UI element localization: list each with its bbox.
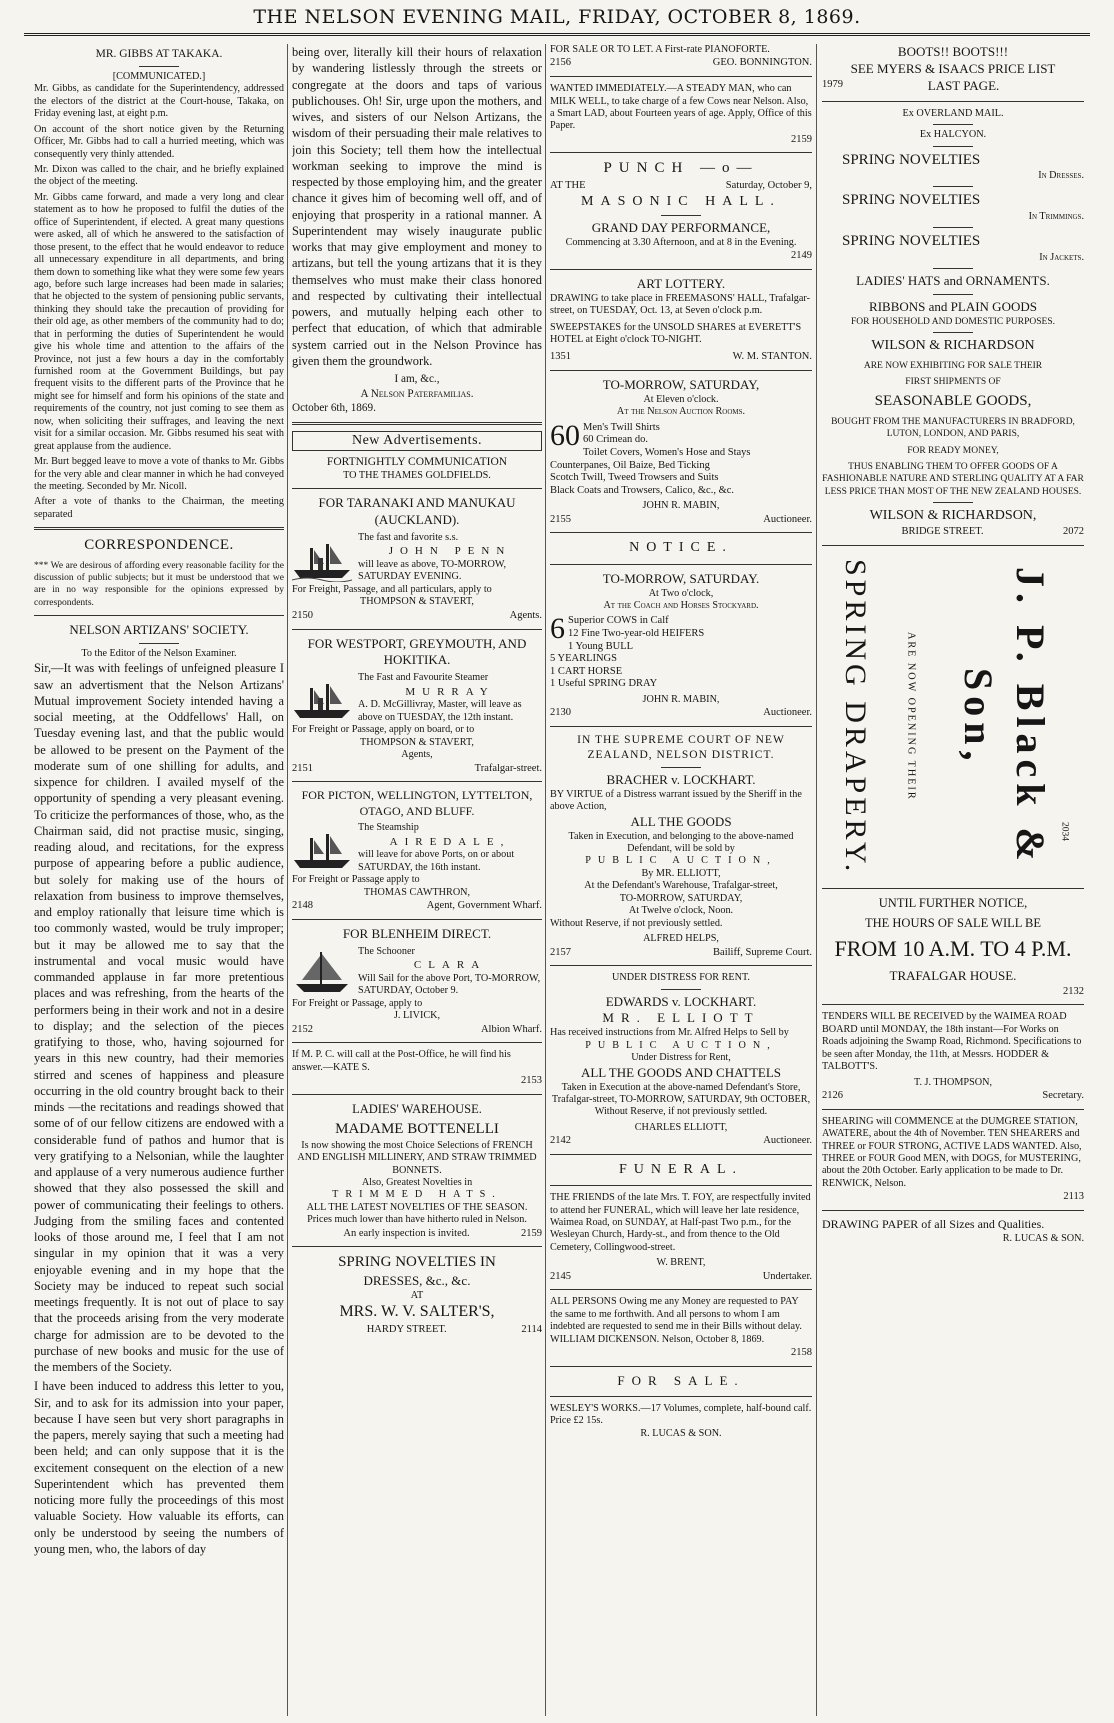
ad-title: TRAFALGAR HOUSE. xyxy=(889,967,1017,983)
ad-title: SPRING NOVELTIES IN xyxy=(338,1254,496,1271)
ad-title: J. P. Black & Son, xyxy=(956,566,1053,867)
ad-title: MR. ELLIOTT xyxy=(602,1010,760,1026)
ad-text: For Freight or Passage, apply to xyxy=(292,997,423,1009)
ad-text: The fast and favorite s.s. xyxy=(358,532,459,544)
divider xyxy=(933,268,973,269)
ad-number: 2153 xyxy=(521,1075,542,1087)
case-title: EDWARDS v. LOCKHART. xyxy=(605,993,757,1009)
divider xyxy=(292,488,542,489)
ad-number: 1979 xyxy=(822,78,843,90)
divider xyxy=(34,527,284,530)
ad-text: DRAWING to take place in FREEMASONS' HALL, Trafalgar-street, on TUESDAY, Oct. 13, at Seven o'clock p.m. xyxy=(550,292,810,317)
ad-number: 2072 xyxy=(1063,526,1084,538)
divider xyxy=(933,227,973,228)
ad-title: MRS. W. V. SALTER'S, xyxy=(339,1303,495,1321)
ad-title: WILSON & RICHARDSON xyxy=(871,338,1035,354)
ad-text: ALL PERSONS Owing me any Money are requested to PAY the same to me forthwith. And all persons to whom I am indebted are requested to send me in their Bills without delay. WILLIAM DICKENSON. Nelson, October 8, 1869. xyxy=(550,1296,802,1345)
ad-title: SPRING DRAPERY. xyxy=(839,558,872,875)
paragraph: After a vote of thanks to the Chairman, the meeting separated xyxy=(34,496,284,520)
ad-text: THE FRIENDS of the late Mrs. T. FOY, are respectfully invited to attend her FUNERAL, which will leave her late residence, Waimea Road, on SUNDAY, at Half-past Two p.m., for the Wesleyan Church, Hardy-st., and from thence to the Old Cemetery, Collingwood-street. xyxy=(550,1192,811,1253)
masthead: THE NELSON EVENING MAIL, FRIDAY, OCTOBER 8, 1869. xyxy=(24,6,1090,36)
ship-name: CLARA xyxy=(413,959,487,972)
divider xyxy=(550,532,812,533)
lot-item: 12 Fine Two-year-old HEIFERS xyxy=(568,628,705,639)
lot-item: 1 Useful SPRING DRAY xyxy=(550,678,658,690)
divider xyxy=(139,643,179,644)
divider xyxy=(550,1366,812,1367)
steamship-icon xyxy=(292,674,352,722)
ad-text: PUBLIC AUCTION, xyxy=(585,855,777,867)
lot-item: 1 CART HORSE xyxy=(550,665,623,677)
lot-item: Men's Twill Shirts xyxy=(583,421,660,433)
ad-text: THE HOURS OF SALE WILL BE xyxy=(864,916,1042,930)
byline: [COMMUNICATED.] xyxy=(112,70,206,82)
ad-text: Will Sail for the above Port, TO-MORROW, SATURDAY, October 9. xyxy=(358,972,541,997)
ad-text: In Trimmings. xyxy=(1028,210,1084,222)
ad-number: 1351 xyxy=(550,351,571,363)
lot-item: 60 Crimean do. xyxy=(583,434,649,446)
divider xyxy=(933,186,973,187)
ad-text: An early inspection is invited. xyxy=(343,1227,470,1239)
column-3 xyxy=(550,44,812,1720)
ad-text: will leave as above, TO-MORROW, SATURDAY EVENING. xyxy=(358,558,507,583)
ad-title: UNDER DISTRESS FOR RENT. xyxy=(612,972,750,984)
ad-text: BY VIRTUE of a Distress warrant issued by the Sheriff in the above Action, xyxy=(550,788,802,813)
ad-number: 2142 xyxy=(550,1135,571,1147)
paragraph: Mr. Gibbs, as candidate for the Superintendency, addressed the electors of the district at the Court-house, Takaka, on Friday evening last, at eight p.m. xyxy=(34,83,284,120)
ad-title: BOOTS!! BOOTS!!! xyxy=(897,44,1009,59)
ship-name: MURRAY xyxy=(405,685,495,698)
divider xyxy=(822,1210,1084,1211)
divider xyxy=(822,1004,1084,1005)
divider xyxy=(933,332,973,333)
ad-title: GRAND DAY PERFORMANCE, xyxy=(591,219,771,235)
ad-text: will leave for above Ports, on or about SATURDAY, the 16th instant. xyxy=(358,849,515,873)
ad-heading: TO THE THAMES GOLDFIELDS. xyxy=(343,469,491,481)
ad-number: 2155 xyxy=(550,513,571,525)
ad-text: At the Defendant's Warehouse, Trafalgar-street, xyxy=(584,880,778,892)
ship-name: JOHN PENN xyxy=(388,545,512,558)
ad-number: 2149 xyxy=(791,250,812,262)
ad-number: 2113 xyxy=(1063,1191,1084,1203)
ad-text: At Eleven o'clock. xyxy=(643,393,719,405)
lot-item: Superior COWS in Calf xyxy=(568,615,669,627)
divider xyxy=(550,152,812,153)
ad-number: 2152 xyxy=(292,1023,313,1035)
ad-text: The Steamship xyxy=(358,822,419,834)
agent-name: THOMPSON & STAVERT, xyxy=(360,736,474,748)
divider xyxy=(292,629,542,630)
ad-title: FOR SALE. xyxy=(617,1372,745,1388)
ad-text: ARE NOW OPENING THEIR xyxy=(905,632,917,802)
column-rule xyxy=(816,44,817,1716)
auctioneer-role: Auctioneer. xyxy=(763,1135,812,1147)
divider xyxy=(550,564,812,565)
divider xyxy=(292,1094,542,1095)
auctioneer-name: CHARLES ELLIOTT, xyxy=(634,1121,728,1133)
paragraph: I have been induced to address this letter to you, Sir, and to ask for its admission into your paper, because I have seen but very short paragraphs in the papers, merely saying that such a meeting had been held; and can only suppose that it is the excitement consequent on the election of a new Superintendent which has prevented them noticing more fully the proceedings of this most valuable Society. How valuable its efforts, can only be understood by seeing the numbers of young men, who, the labors of day xyxy=(34,1379,284,1556)
ad-title: IN THE SUPREME COURT OF NEW ZEALAND, NELSON DISTRICT. xyxy=(577,734,785,761)
notice-text: If M. P. C. will call at the Post-Office, he will find his answer.—KATE S. xyxy=(292,1049,511,1073)
ad-number: 2132 xyxy=(1063,985,1084,997)
section-heading: CORRESPONDENCE. xyxy=(84,537,234,554)
ad-address: BRIDGE STREET. xyxy=(901,526,984,538)
divider xyxy=(933,294,973,295)
section-heading: New Advertisements. xyxy=(292,431,542,451)
ad-text: FOR READY MONEY, xyxy=(907,445,999,456)
ad-text: PUBLIC AUCTION, xyxy=(585,1039,777,1051)
ad-text: WANTED IMMEDIATELY.—A STEADY MAN, who can MILK WELL, to take charge of a few Cows near Nelson. Also, a Smart LAD, about Fourteen years of age. Apply, Office of this Paper. xyxy=(550,83,812,132)
steamship-icon xyxy=(292,824,352,872)
divider xyxy=(550,1185,812,1186)
ad-address: HARDY STREET. xyxy=(366,1323,447,1335)
ad-text: Without Reserve, if not previously settled. xyxy=(550,917,723,929)
ad-text: Taken in Execution at the above-named Defendant's Store, Trafalgar-street, TO-MORROW, SATURDAY, 9th OCTOBER, Without Reserve, if not previously settled. xyxy=(551,1081,811,1118)
ad-text: AT THE xyxy=(550,179,586,191)
ad-text: ARE NOW EXHIBITING FOR SALE THEIR xyxy=(863,360,1043,371)
ad-number: 2130 xyxy=(550,707,571,719)
ad-title: FROM 10 A.M. TO 4 P.M. xyxy=(834,936,1072,962)
divider xyxy=(933,502,973,503)
divider xyxy=(550,1154,812,1155)
ad-text: FIRST SHIPMENTS OF xyxy=(905,377,1001,388)
ad-text: FOR HOUSEHOLD AND DOMESTIC PURPOSES. xyxy=(850,317,1056,328)
ad-text: BOUGHT FROM THE MANUFACTURERS IN BRADFORD, LUTON, LONDON, AND PARIS, xyxy=(831,416,1075,440)
lot-item: Counterpanes, Oil Baize, Bed Ticking xyxy=(550,459,710,471)
ad-text: SWEEPSTAKES for the UNSOLD SHARES at EVERETT'S HOTEL at Eight o'clock TO-NIGHT. xyxy=(550,321,802,345)
ad-title: LADIES' HATS and ORNAMENTS. xyxy=(856,273,1050,289)
undertaker-role: Undertaker. xyxy=(762,1270,812,1282)
divider xyxy=(292,1042,542,1043)
divider xyxy=(550,76,812,77)
ad-text: At the Nelson Auction Rooms. xyxy=(616,406,746,418)
secretary-role: Secretary. xyxy=(1042,1090,1084,1101)
divider xyxy=(292,1246,542,1247)
agent-name: THOMAS CAWTHRON, xyxy=(363,886,471,898)
ad-text: Also, Greatest Novelties in xyxy=(361,1176,473,1188)
ad-text: In Jackets. xyxy=(1039,251,1084,263)
auctioneer-name: JOHN R. MABIN, xyxy=(642,693,720,705)
lot-item: Scotch Twill, Tweed Trowsers and Suits xyxy=(550,472,719,484)
divider xyxy=(550,1396,812,1397)
ad-title: MASONIC HALL. xyxy=(581,193,781,209)
lot-item: 5 YEARLINGS xyxy=(550,653,617,665)
bailiff-role: Bailiff, Supreme Court. xyxy=(713,946,812,958)
undertaker-name: W. BRENT, xyxy=(656,1257,706,1269)
column-rule xyxy=(545,44,546,1716)
article-heading: NELSON ARTIZANS' SOCIETY. xyxy=(69,622,249,638)
divider xyxy=(822,888,1084,889)
letter-date: October 6th, 1869. xyxy=(292,402,376,415)
ad-text: Commencing at 3.30 Afternoon, and at 8 in the Evening. xyxy=(565,236,797,248)
ad-text: Has received instructions from Mr. Alfred Helps to Sell by xyxy=(550,1027,789,1039)
divider xyxy=(34,615,284,616)
ad-text: Ex HALCYON. xyxy=(919,129,987,141)
divider xyxy=(550,965,812,966)
divider xyxy=(550,1289,812,1290)
case-title: BRACHER v. LOCKHART. xyxy=(606,771,756,787)
paragraph: Mr. Gibbs came forward, and made a very long and clear statement as to how he proposed to fulfil the duties of the office of Superintendent, if elected. A great many questions were asked, all of which he answered to the satisfaction of those present, to the effect that he would endeavor to reduce all unnecessary expenditure in all departments, and bring them down to something like what they were some few years ago, before such large increases had been made in salaries; that he objected to the system of pensioning public servants, thinking they should take the precaution of providing for their old age, as other members of the community had to do; that in performing the duties of Superintendent he would give his whole time and attention to the affairs of the Province, not just a few hours a day in the comfortably furnished room at the Government Buildings, but pay frequent visits to the different parts of the Province that he might see for himself and form his opinions of the state and requirements of the country, not just coming to see them as now, when soliciting their suffrages, and leaving the next visit for a similar occasion. Mr. Gibbs resumed his seat with great applause from the audience. xyxy=(34,191,284,452)
ad-number: 2156 xyxy=(550,57,571,69)
ad-text: In Dresses. xyxy=(1038,170,1084,182)
ad-heading: FOR TARANAKI AND MANUKAU (AUCKLAND). xyxy=(318,495,516,528)
ad-number: 2157 xyxy=(550,946,571,958)
editor-note: *** We are desirous of affording every reasonable facility for the discussion of public subjects; but it must be understood that we are in no way responsible for the opinions expressed by correspondents. xyxy=(34,560,284,608)
ad-text: For Freight, Passage, and all particulars, apply to xyxy=(292,584,492,596)
ad-heading: LADIES' WAREHOUSE. xyxy=(352,1101,482,1116)
agent-address: Trafalgar-street. xyxy=(474,762,542,774)
ad-number: 2151 xyxy=(292,762,313,774)
paragraph: being over, literally kill their hours of relaxation by wandering listlessly through the streets or congregate at the doors and taps of various publichouses. Oh! Sir, urge upon the mothers, and wives, and sisters of our Nelson Artizans, the wisdom of their persuading their male relatives to join this Society; tell them how the intellectual workman seeking to improve the mind is respected by those employing him, and the greater chance it gives him of becoming well off, and of enjoying that prosperity in a rational manner. A Superintendent may wisely inaugurate public works that may give employment and money to artizans, but tell the young artizans that it is they themselves who must make their class honored and respected by cultivating their intellectual powers, and mutually helping each other to perfect that education, of which that admirable system carried out in the Nelson Province has given them the groundwork. xyxy=(292,45,542,368)
signature: I am, &c., xyxy=(394,373,440,385)
ad-heading: FOR WESTPORT, GREYMOUTH, AND HOKITIKA. xyxy=(307,635,527,668)
divider xyxy=(822,1109,1084,1110)
advertiser-name: R. LUCAS & SON. xyxy=(1002,1232,1084,1244)
ad-text: THUS ENABLING THEM TO OFFER GOODS OF A FASHIONABLE NATURE AND STERLING QUALITY AT A FAR LESS PRICE THAN MOST OF THE NEW ZEALAND HOUSES. xyxy=(822,461,1084,497)
ad-number: 2145 xyxy=(550,1270,571,1282)
steamship-icon xyxy=(292,534,352,582)
ad-heading: FOR BLENHEIM DIRECT. xyxy=(342,925,492,941)
column-4 xyxy=(822,44,1084,1720)
ad-text: WESLEY'S WORKS.—17 Volumes, complete, half-bound calf. Price £2 15s. xyxy=(550,1402,812,1427)
auctioneer-role: Auctioneer. xyxy=(763,707,812,719)
ad-text: Prices much lower than have hitherto ruled in Nelson. xyxy=(307,1214,527,1226)
divider xyxy=(933,124,973,125)
ad-text: For Freight or Passage apply to xyxy=(292,874,420,886)
agent-role: Agents, xyxy=(401,749,433,761)
ad-title: ALL THE GOODS xyxy=(630,813,732,829)
advertiser-name: GEO. BONNINGTON. xyxy=(712,57,812,69)
auctioneer-role: Auctioneer. xyxy=(763,513,812,525)
divider xyxy=(292,422,542,425)
sailing-ship-icon xyxy=(292,948,352,996)
ad-number: 2114 xyxy=(521,1323,542,1335)
paragraph: Mr. Burt begged leave to move a vote of thanks to Mr. Gibbs for the very able and clear manner in which he had conveyed the meeting. Seconded by Mr. Nicoll. xyxy=(34,456,284,492)
lot-count: 6 xyxy=(550,615,565,646)
divider xyxy=(822,545,1084,546)
ad-text: By MR. ELLIOTT, xyxy=(641,867,721,879)
article-heading: MR. GIBBS AT TAKAKA. xyxy=(95,48,223,60)
advertiser-name: W. M. STANTON. xyxy=(732,351,812,363)
ad-text: Ex OVERLAND MAIL. xyxy=(902,107,1004,119)
ad-text: At Twelve o'clock, Noon. xyxy=(628,905,734,917)
divider xyxy=(661,215,701,216)
secretary-name: T. J. THOMPSON, xyxy=(913,1076,993,1088)
ad-text: ALL THE LATEST NOVELTIES OF THE SEASON. xyxy=(306,1201,528,1213)
ad-title: SEASONABLE GOODS, xyxy=(874,393,1032,410)
ad-heading: FORTNIGHTLY COMMUNICATION xyxy=(326,455,508,468)
ad-text: At the Coach and Horses Stockyard. xyxy=(603,599,759,611)
ad-number: 2159 xyxy=(791,133,812,145)
ad-text: Under Distress for Rent, xyxy=(631,1052,731,1064)
agent-address: Agent, Government Wharf. xyxy=(426,900,542,912)
agent-address: Albion Wharf. xyxy=(480,1023,542,1035)
lot-count: 60 xyxy=(550,421,580,452)
vertical-drapery-ad xyxy=(822,552,1084,882)
ad-title: TO-MORROW, SATURDAY. xyxy=(602,570,760,586)
divider xyxy=(292,781,542,782)
lot-item: Black Coats and Trowsers, Calico, &c., &c. xyxy=(550,484,735,496)
ad-text: A. D. McGillivray, Master, will leave as above on TUESDAY, the 12th instant. xyxy=(358,699,522,723)
ad-title: MADAME BOTTENELLI xyxy=(335,1121,499,1138)
ad-text: UNTIL FURTHER NOTICE, xyxy=(878,895,1028,910)
divider xyxy=(661,989,701,990)
ad-number: 2150 xyxy=(292,609,313,621)
paragraph: Sir,—It was with feelings of unfeigned pleasure I saw an advertisment that the Nelson Artizans' Mutual improvement Society intended having a social meeting, at the Oddfellows' Hall, on Tuesday evening last, and that the public would be allowed to be present on the Payment of the moderate sum of one shilling for adults, and sixpence for children. I availed myself of the opportunity of spending a very pleasant evening. To criticize the performances of those, who, as the Chairman said, did not practise music, singing, reading aloud, and recitations, for the express purpose of appearing before a public audience, but solely for making use of the hours of relaxation from business to improve themselves, and employ rationally that leisure time which is too commonly wasted, would be truly improper; but it may be allowed me to say that the instrumental and vocal music would have commanded applause in far more pretentious places and was refreshing, from the hearts of the performers being in their work and not in a desire to display; and the selection of the pieces gratifying to those, who, having sojourned for years in this new country, had their memories stirred and scenes of happiness and pleasure occurring in the old country brought back to their minds —the recitations and readings showed that some of of our fellow citizens are endowed with a considerable fund of pathos and humor that is very gratifying to a Nelsonian, while the laughter and applause of a very numerous audience further showed that they also possessed the skill and power of communicating their feelings to others. Judging from the smiling faces and contented looks of those around me, I feel that I am not singular in my opinion that it was a very enjoyable evening and in my hope that the Society may be induced to repeat such social meetings frequently. It is not out of place to say that the proceeds arising from the very moderate charge for admission are to be devoted to the purchase of new books and music for the use of the members of the Society. xyxy=(34,661,284,1375)
ad-text: LAST PAGE. xyxy=(927,77,1000,93)
ad-title: SPRING NOVELTIES xyxy=(842,192,981,209)
ad-number: 2148 xyxy=(292,900,313,912)
column-1 xyxy=(34,44,284,1720)
ad-title: SPRING NOVELTIES xyxy=(842,151,981,168)
divider xyxy=(550,269,812,270)
ad-title: WILSON & RICHARDSON, xyxy=(869,507,1037,523)
ad-text: TENDERS WILL BE RECEIVED by the WAIMEA ROAD BOARD until MONDAY, the 18th instant—For Works on Roads adjoining the Swamp Road, Richmond. Specifications to be seen after Monday, the 11th, at Messrs. HODDER & TALBOTT'S. xyxy=(822,1011,1082,1073)
ad-title: FUNERAL. xyxy=(618,1161,744,1177)
ad-text: TRIMMED HATS. xyxy=(332,1189,502,1201)
ad-number: 2159 xyxy=(521,1227,542,1239)
divider xyxy=(292,919,542,920)
divider xyxy=(139,66,179,67)
ad-text: DRESSES, &c., &c. xyxy=(363,1272,471,1288)
divider xyxy=(661,767,701,768)
signature: A Nelson Paterfamilias. xyxy=(360,387,474,400)
agent-name: J. LIVICK, xyxy=(393,1010,441,1022)
ad-text: TO-MORROW, SATURDAY, xyxy=(619,892,743,904)
agent-name: THOMPSON & STAVERT, xyxy=(360,596,474,608)
ad-title: RIBBONS and PLAIN GOODS xyxy=(869,299,1037,315)
paragraph: On account of the short notice given by the Returning Officer, Mr. Gibbs had to call a hurried meeting, which was consequently very thinly attended. xyxy=(34,123,284,160)
ad-title: ART LOTTERY. xyxy=(636,275,726,291)
divider xyxy=(933,146,973,147)
ad-text: AT xyxy=(410,1289,424,1301)
ad-text: Taken in Execution, and belonging to the above-named Defendant, will be sold by xyxy=(568,830,794,855)
ad-heading: FOR PICTON, WELLINGTON, LYTTELTON, OTAGO, AND BLUFF. xyxy=(301,788,533,818)
lot-item: 1 Young BULL xyxy=(568,640,634,652)
ad-text: The Fast and Favourite Steamer xyxy=(358,672,489,684)
ad-number: 2034 xyxy=(1059,822,1070,842)
paragraph: Mr. Dixon was called to the chair, and he briefly explained the object of the meeting. xyxy=(34,164,284,188)
ad-text: At Two o'clock, xyxy=(648,587,714,599)
agent-role: Agents. xyxy=(509,609,542,621)
ad-title: NOTICE. xyxy=(629,540,733,556)
auctioneer-name: JOHN R. MABIN, xyxy=(642,500,720,512)
bailiff-name: ALFRED HELPS, xyxy=(643,933,719,945)
divider xyxy=(822,101,1084,102)
divider xyxy=(550,370,812,371)
ad-text: DRAWING PAPER of all Sizes and Qualities. xyxy=(822,1216,1045,1231)
column-rule xyxy=(287,44,288,1716)
ad-text: Saturday, October 9, xyxy=(725,179,812,191)
salutation: To the Editor of the Nelson Examiner. xyxy=(81,648,237,660)
ad-title: PUNCH —o— xyxy=(603,160,759,177)
ad-text: SHEARING will COMMENCE at the DUMGREE STATION, AWATERE, about the 4th of November. TEN SHEARERS and THREE or FOUR STRONG, ACTIVE LADS WANTED. Also, THREE or FOUR Good MEN, with DOGS, for MUSTERING, about the 20th October. Early application to be made to Dr. RENWICK, Nelson. xyxy=(822,1115,1082,1189)
ad-title: TO-MORROW, SATURDAY, xyxy=(602,377,760,393)
column-2 xyxy=(292,44,542,1720)
ad-text: Is now showing the most Choice Selections of FRENCH AND ENGLISH MILLINERY, AND STRAW TRIMMED BONNETS. xyxy=(297,1139,537,1176)
ad-text: SEE MYERS & ISAACS PRICE LIST xyxy=(850,60,1056,76)
ad-text: For Freight or Passage, apply on board, or to xyxy=(292,724,475,736)
ad-number: 2126 xyxy=(822,1090,843,1101)
ad-text: FOR SALE OR TO LET. A First-rate PIANOFORTE. xyxy=(550,44,770,55)
lot-item: Toilet Covers, Women's Hose and Stays xyxy=(583,447,751,458)
ad-text: The Schooner xyxy=(358,945,415,957)
advertiser-name: R. LUCAS & SON. xyxy=(640,1427,722,1439)
ship-name: AIREDALE, xyxy=(389,835,511,848)
ad-number: 2158 xyxy=(791,1347,812,1359)
ad-title: SPRING NOVELTIES xyxy=(842,233,981,250)
divider xyxy=(550,726,812,727)
ad-title: ALL THE GOODS AND CHATTELS xyxy=(580,1064,782,1080)
